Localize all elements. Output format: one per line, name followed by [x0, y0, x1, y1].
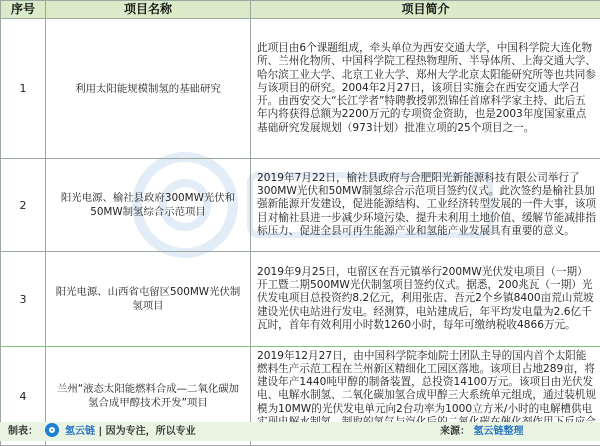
project-description: 此项目由6个课题组成，牵头单位为西安交通大学，中国科学院大连化物所、兰州化物所、中国科学院工程热物理所、半导体所、上海交通大学、哈尔滨工业大学、北京工业大学、郑州大学北京太阳能研究所等也共同参与该项目的研究。2004年2月27日，该项目实施会在西安交通大学召开。由西安交大“长江学者”特聘教授郭烈锦任首席科学家主持、此后五年内将获得总额为2200万元的专项资金资助，也是2003年度国家重点基础研究发展规划（973计划）批准立项的25个项目之一。: [251, 19, 600, 159]
table-header-row: [1, 1, 600, 19]
row-number: 3: [1, 252, 46, 347]
project-description: 2019年12月27日，由中国科学院李灿院士团队主导的国内首个太阳能燃料生产示范工程在兰州新区精细化工园区落地。该项目占地289亩，将建设年产1440吨甲醇的制备装置，总投资14100万元。该项目由光伏发电、电解水制氢、二氧化碳加氢合成甲醇三大系统单元组成，通过装机规模为10MW的光伏发电单元向2台功率为1000立方米/小时的电解槽供电: [251, 347, 600, 446]
table-footer: [0, 422, 600, 441]
header-name: 项目名称: [46, 1, 251, 19]
header-desc: 项目简介: [251, 1, 600, 19]
row-number: 1: [1, 19, 46, 159]
maker-credit: [8, 422, 196, 441]
brand-logo-icon: [45, 423, 59, 437]
row-number: 4: [1, 347, 46, 446]
header-no: 序号: [1, 1, 46, 19]
source-value: 氢云链整理: [473, 426, 523, 437]
brand-name: 氢云链: [65, 426, 95, 437]
project-description: 2019年9月25日，屯留区在吾元镇举行200MW光伏发电项目（一期）开工暨二期500MW光伏制氢项目签约仪式。据悉，200兆瓦（一期）光伏发电项目总投资约8.2亿元，利用张店、吾元2个乡镇8400亩荒山荒坡建设光伏电站进行发电。经测算，电站建成后，年平均发电量为2.6亿千瓦时，首年有效利用小时数1260小时，每年可缴纳税收4866万元。: [251, 252, 600, 347]
table-row: [1, 252, 600, 347]
project-name: 兰州“液态太阳能燃料合成—二氧化碳加氢合成甲醇技术开发”项目: [46, 347, 251, 446]
project-name: 阳光电源、山西省屯留区500MW光伏制氢项目: [46, 252, 251, 347]
project-name: 利用太阳能规模制氢的基础研究: [46, 19, 251, 159]
project-description: 2019年7月22日，榆社县政府与合肥阳光新能源科技有限公司举行了300MW光伏和50MW制氢综合示范项目签约仪式。此次签约是榆社县加强新能源开发建设，促进能源结构、工业经济转型发展的一件大事，该项目对榆社县进一步减少环境污染、提升未利用土地价值、缓解节能减排指标压力、促进全县可再生能源产业和氢能产业发展具有重要的意义。: [251, 159, 600, 252]
maker-label: 制表：: [8, 426, 38, 437]
slogan: | 因为专注，所以专业: [98, 426, 195, 437]
source-label: 来源：: [440, 426, 470, 437]
table-row: [1, 19, 600, 159]
row-number: 2: [1, 159, 46, 252]
project-name: 阳光电源、榆社县政府300MW光伏和50MW制氢综合示范项目: [46, 159, 251, 252]
table-row: [1, 159, 600, 252]
source-credit: [440, 422, 523, 441]
